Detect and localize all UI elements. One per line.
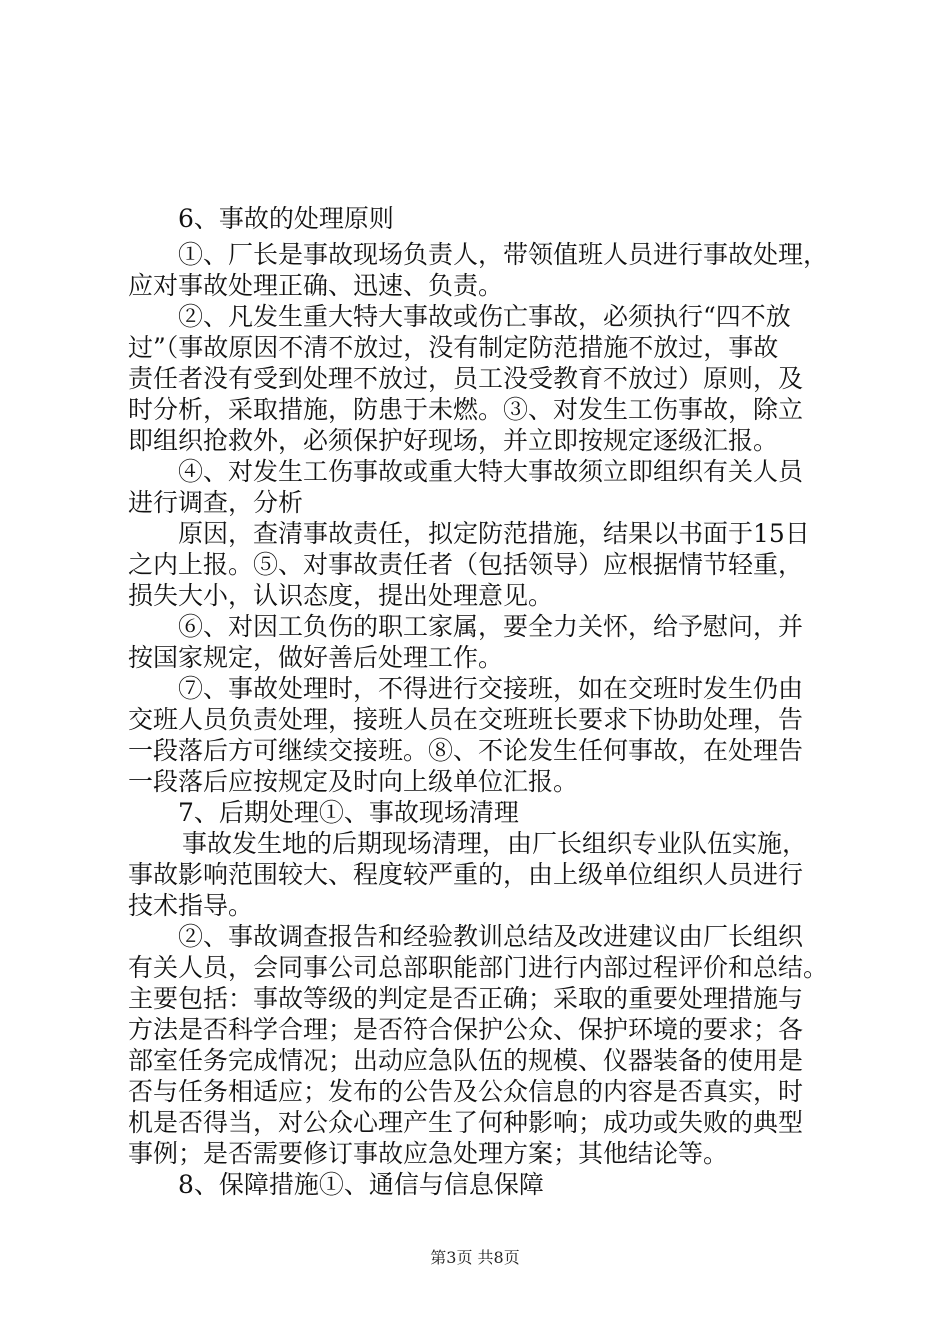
paragraph-line: 进行调查，分析: [128, 488, 304, 517]
paragraph-line: ⑥、对因工负伤的职工家属，要全力关怀，给予慰问，并: [178, 612, 804, 641]
section-heading: 7、后期处理①、事故现场清理: [178, 798, 519, 827]
paragraph-line: 即组织抢救外，必须保护好现场，并立即按规定逐级汇报。: [128, 426, 779, 455]
paragraph-line: 过”（事故原因不清不放过，没有制定防范措施不放过，事故: [128, 333, 779, 362]
paragraph-line: 责任者没有受到处理不放过，员工没受教育不放过）原则，及: [128, 364, 804, 393]
paragraph-line: 按国家规定，做好善后处理工作。: [128, 643, 504, 672]
paragraph-line: 部室任务完成情况；出动应急队伍的规模、仪器装备的使用是: [128, 1046, 804, 1075]
paragraph-line: 事故影响范围较大、程度较严重的，由上级单位组织人员进行: [128, 860, 804, 889]
paragraph-line: 事例；是否需要修订事故应急处理方案；其他结论等。: [128, 1139, 729, 1168]
paragraph-line: 交班人员负责处理，接班人员在交班班长要求下协助处理，告: [128, 705, 804, 734]
paragraph-line: 之内上报。⑤、对事故责任者（包括领导）应根据情节轻重，: [128, 550, 804, 579]
paragraph-line: 一段落后应按规定及时向上级单位汇报。: [128, 767, 579, 796]
paragraph-line: 事故发生地的后期现场清理，由厂长组织专业队伍实施，: [182, 829, 808, 858]
paragraph-line: 有关人员，会同事公司总部职能部门进行内部过程评价和总结。: [128, 953, 829, 982]
section-heading: 8、保障措施①、通信与信息保障: [178, 1170, 544, 1199]
paragraph-line: ②、事故调查报告和经验教训总结及改进建议由厂长组织: [178, 922, 804, 951]
paragraph-line: 否与任务相适应；发布的公告及公众信息的内容是否真实，时: [128, 1077, 804, 1106]
paragraph-line: 一段落后方可继续交接班。⑧、不论发生任何事故，在处理告: [128, 736, 804, 765]
page-number-footer: 第3页 共8页: [430, 1248, 520, 1267]
paragraph-line: 损失大小，认识态度，提出处理意见。: [128, 581, 554, 610]
paragraph-line: 技术指导。: [128, 891, 254, 920]
paragraph-line: 方法是否科学合理；是否符合保护公众、保护环境的要求；各: [128, 1015, 804, 1044]
paragraph-line: 时分析，采取措施，防患于未燃。③、对发生工伤事故，除立: [128, 395, 804, 424]
paragraph-line: ④、对发生工伤事故或重大特大事故须立即组织有关人员: [178, 457, 804, 486]
section-heading: 6、事故的处理原则: [178, 204, 394, 233]
paragraph-line: 机是否得当，对公众心理产生了何种影响；成功或失败的典型: [128, 1108, 804, 1137]
paragraph-line: ⑦、事故处理时，不得进行交接班，如在交班时发生仍由: [178, 674, 804, 703]
paragraph-line: 原因，查清事故责任，拟定防范措施，结果以书面于15日: [178, 519, 810, 548]
paragraph-line: 应对事故处理正确、迅速、负责。: [128, 271, 504, 300]
paragraph-line: ②、凡发生重大特大事故或伤亡事故，必须执行“四不放: [178, 302, 791, 331]
paragraph-line: 主要包括：事故等级的判定是否正确；采取的重要处理措施与: [128, 984, 804, 1013]
paragraph-line: ①、厂长是事故现场负责人，带领值班人员进行事故处理，: [178, 240, 829, 269]
